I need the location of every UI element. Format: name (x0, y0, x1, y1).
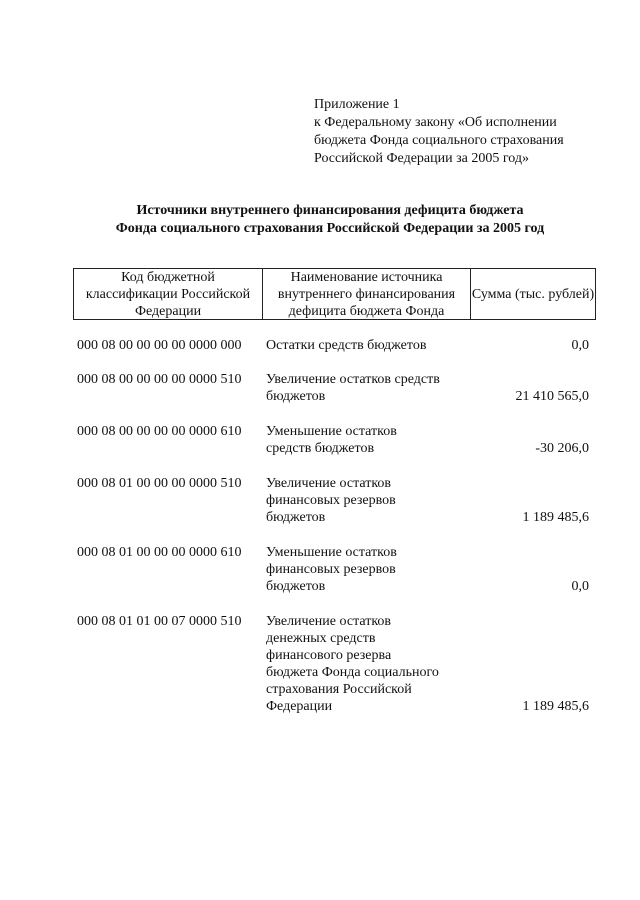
appendix-line: Приложение 1 (314, 97, 400, 112)
title-line: Источники внутреннего финансирования дефицита бюджета (136, 203, 524, 218)
appendix-line: к Федеральному закону «Об исполнении (314, 115, 557, 130)
row-name (266, 337, 466, 354)
row-code: 000 08 01 00 00 00 0000 510 (77, 476, 242, 491)
row-name-line: финансовых резервов (266, 562, 396, 577)
row-name-line: Увеличение остатков (266, 476, 392, 491)
document-title (40, 202, 620, 238)
row-name (266, 544, 466, 595)
row-name-line: Уменьшение остатков (266, 545, 397, 560)
header-name: Наименование источника внутреннего финансирования дефицита бюджета Фонда (263, 269, 471, 319)
row-name-line: Увеличение остатков средств (266, 372, 440, 387)
row-name-line: финансового резерва (266, 648, 392, 663)
row-amount: 1 189 485,6 (522, 699, 589, 714)
row-name (266, 371, 466, 405)
row-name-line: бюджетов (266, 510, 326, 525)
row-name-line: финансовых резервов (266, 493, 396, 508)
row-name-line: средств бюджетов (266, 441, 375, 456)
table-row (77, 475, 593, 526)
appendix-line: бюджета Фонда социального страхования (314, 133, 564, 148)
appendix-note (314, 96, 614, 168)
row-name-line: Федерации (266, 699, 333, 714)
row-code: 000 08 01 01 00 07 0000 510 (77, 614, 242, 629)
header-code: Код бюджетной классификации Российской Федерации (74, 269, 263, 319)
row-name-line: Остатки средств бюджетов (266, 338, 427, 353)
table-row (77, 544, 593, 595)
row-name-line: бюджета Фонда социального (266, 665, 439, 680)
row-amount: 0,0 (571, 579, 589, 594)
header-sum: Сумма (тыс. рублей) (471, 286, 595, 302)
row-name-line: страхования Российской (266, 682, 412, 697)
row-code: 000 08 00 00 00 00 0000 510 (77, 372, 242, 387)
table-row (77, 337, 593, 354)
table-row (77, 613, 593, 715)
row-code: 000 08 00 00 00 00 0000 610 (77, 424, 242, 439)
row-amount: 21 410 565,0 (515, 389, 589, 404)
row-code: 000 08 01 00 00 00 0000 610 (77, 545, 242, 560)
row-name (266, 475, 466, 526)
row-name-line: Увеличение остатков (266, 614, 392, 629)
row-name-line: бюджетов (266, 579, 326, 594)
row-amount: 0,0 (571, 338, 589, 353)
table-row (77, 371, 593, 405)
table-header (73, 268, 596, 320)
row-name (266, 613, 466, 715)
row-name (266, 423, 466, 457)
row-name-line: бюджетов (266, 389, 326, 404)
appendix-line: Российской Федерации за 2005 год» (314, 151, 529, 166)
row-name-line: Уменьшение остатков (266, 424, 397, 439)
title-line: Фонда социального страхования Российской Федерации за 2005 год (115, 221, 545, 236)
table-row (77, 423, 593, 457)
row-amount: 1 189 485,6 (522, 510, 589, 525)
row-code: 000 08 00 00 00 00 0000 000 (77, 338, 242, 353)
row-name-line: денежных средств (266, 631, 376, 646)
row-amount: -30 206,0 (535, 441, 589, 456)
